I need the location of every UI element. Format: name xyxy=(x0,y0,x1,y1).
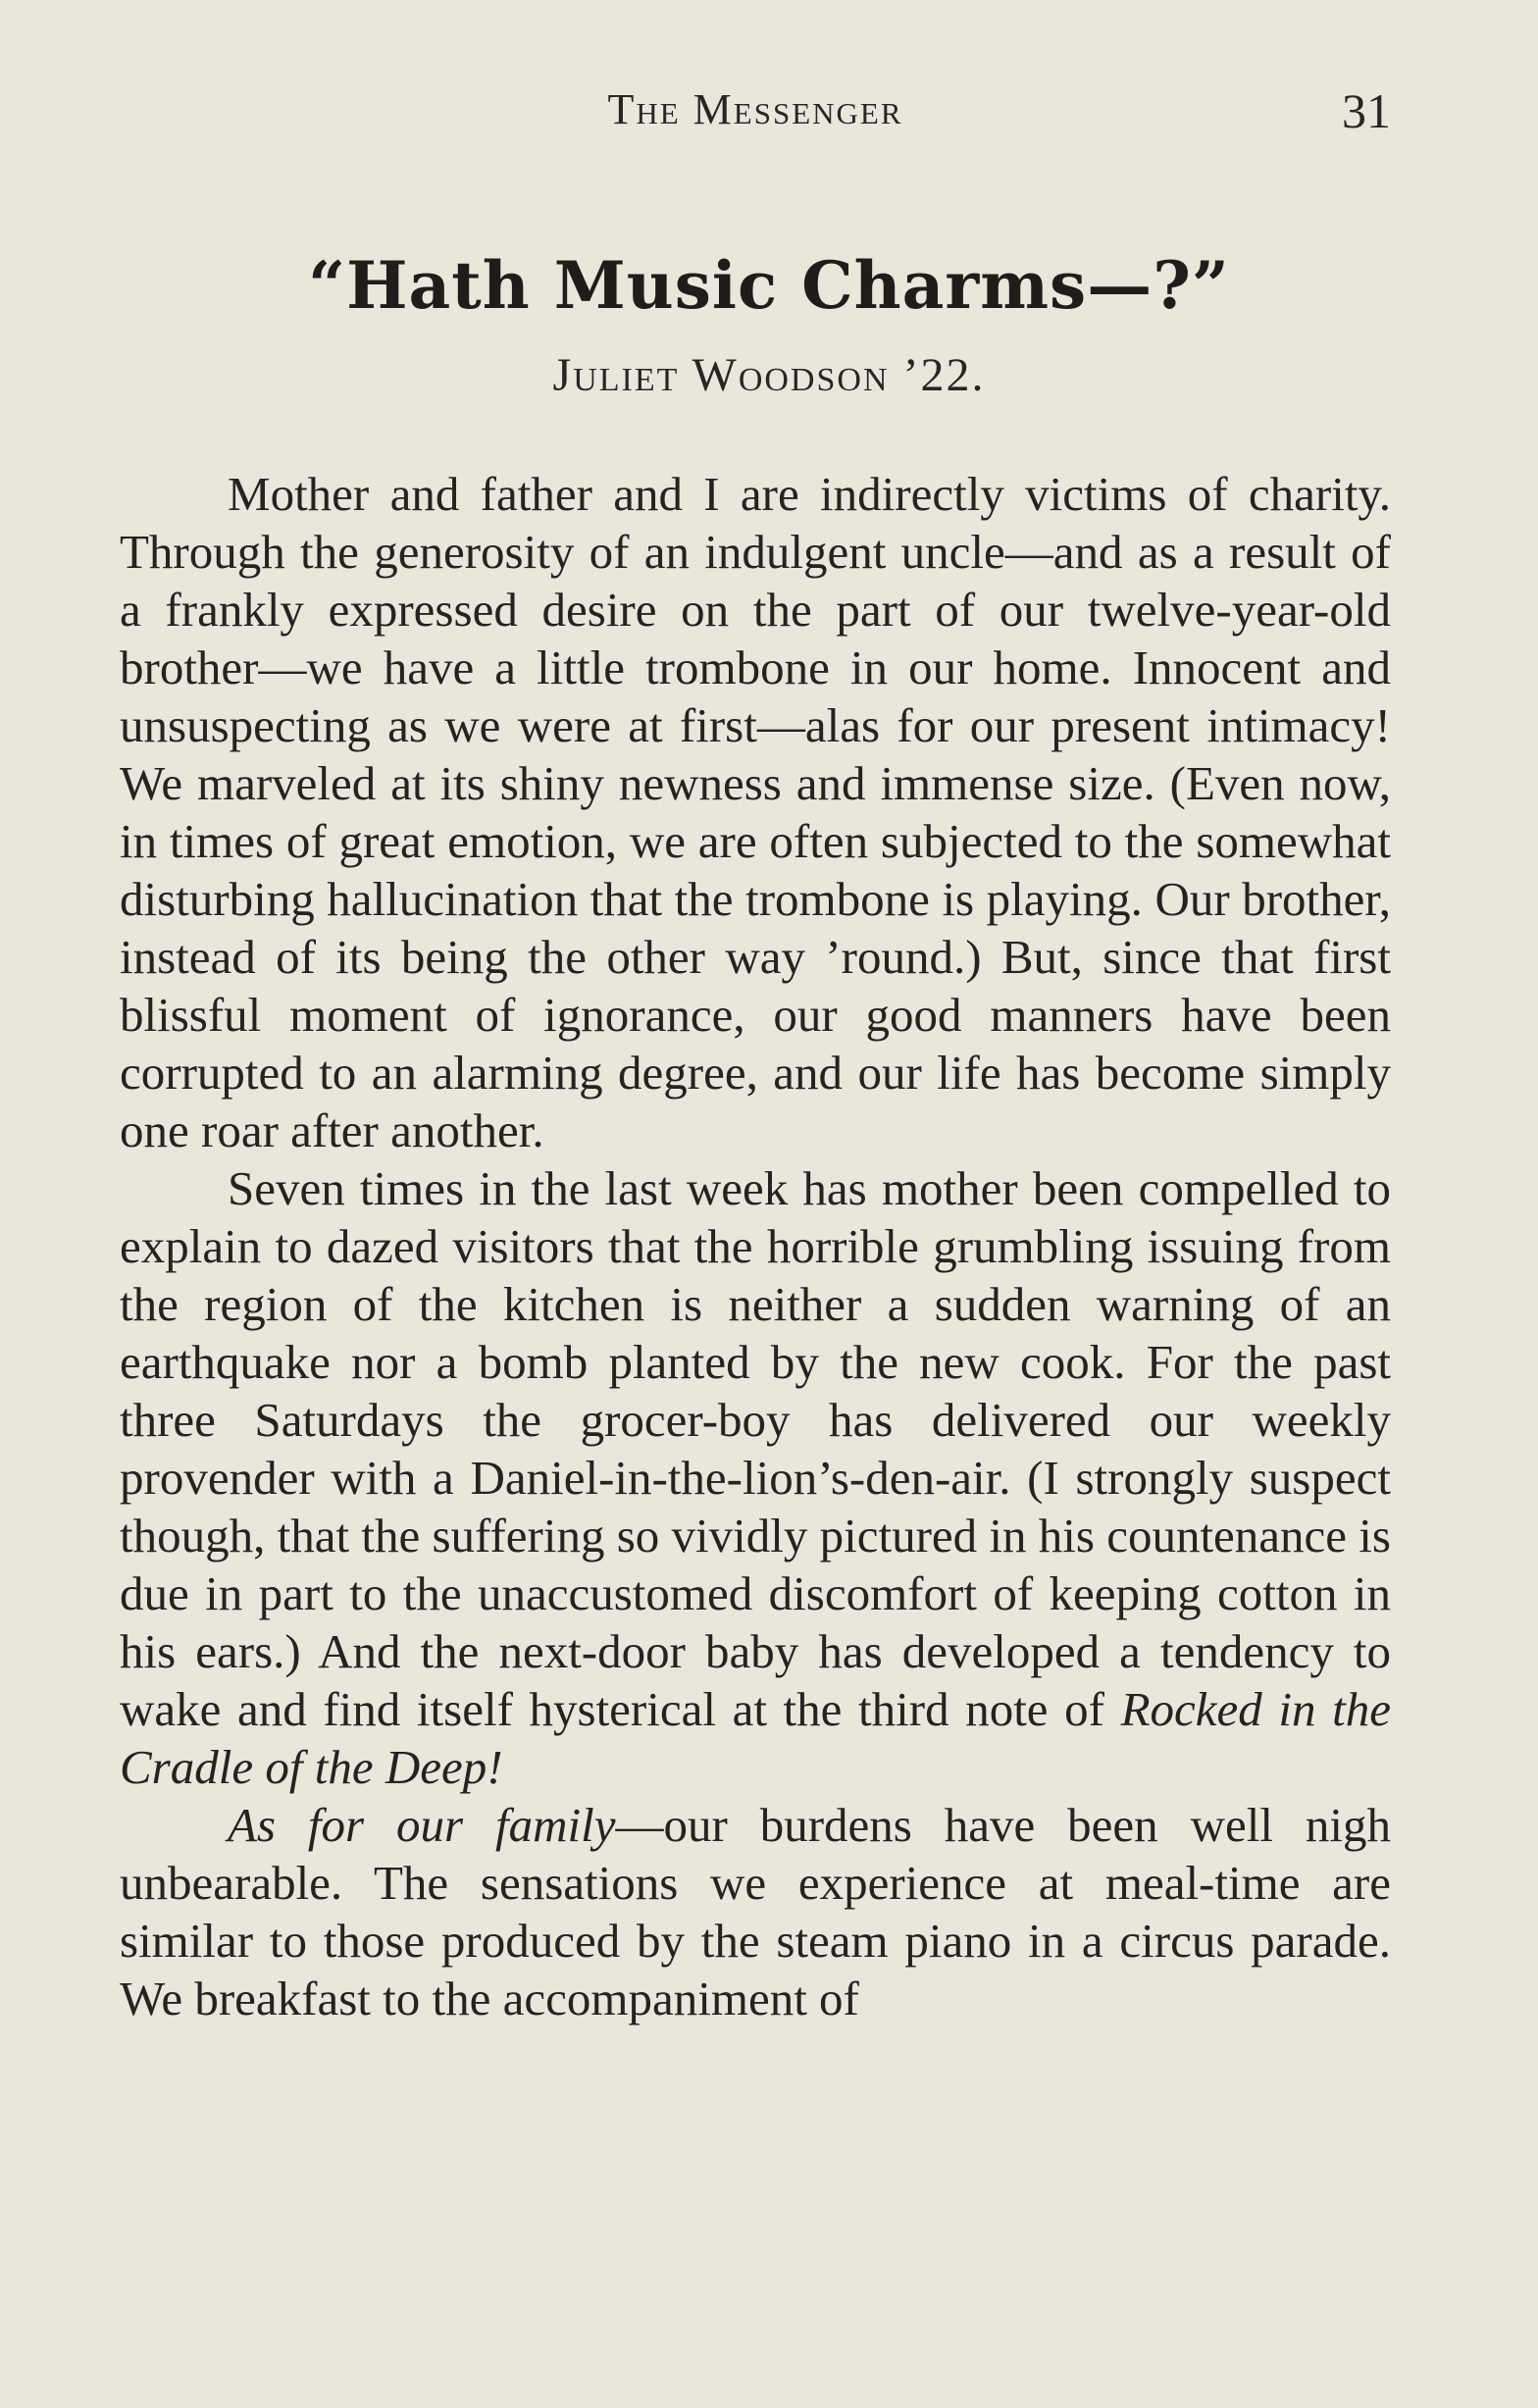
running-title: The Messenger xyxy=(607,85,903,133)
page-number: 31 xyxy=(1342,83,1391,138)
paragraph-2 xyxy=(120,1159,1391,1796)
paragraph-1-text: Mother and father and I are indirectly victims of charity. Through the generosity of an indulgent uncle—and as a result of a frankly expressed desire on the part of our twelve-year-old brother—we have a little trombone in our home. Innocent and unsuspecting as we were at first—alas for our present intimacy! We marveled at its shiny newness and immense size. (Even now, in times of great emotion, we are often subjected to the somewhat disturbing hallucination that the trombone is playing. Our brother, instead of its being the other way ’round.) But, since that first blissful moment of ignorance, our good manners have been corrupted to an alarming degree, and our life has become simply one roar after another. xyxy=(120,467,1391,1157)
paragraph-3-italic-lead: As for our family xyxy=(228,1798,616,1852)
article-body xyxy=(120,465,1391,2027)
running-head xyxy=(120,84,1391,153)
paragraph-3-text: —our burdens have been well nigh unbearable. The sensations we experience at meal-time are similar to those produced by the steam piano in a circus parade. We breakfast to the accompaniment of xyxy=(120,1798,1391,2025)
paragraph-2-italic-title: Rocked in the Cradle of the Deep! xyxy=(120,1682,1391,1794)
paragraph-3 xyxy=(120,1796,1391,2027)
article-title: “Hath Music Charms—?” xyxy=(308,247,1230,324)
paragraph-2-text: Seven times in the last week has mother been compelled to explain to dazed visitors that the horrible grumbling issuing from the region of the kitchen is neither a sudden warning of an earthquake nor a bomb planted by the new cook. For the past three Saturdays the grocer-boy has delivered our weekly provender with a Daniel-in-the-lion’s-den-air. (I strongly suspect though, that the suffering so vividly pictured in his countenance is due in part to the unaccustomed discomfort of keeping cotton in his ears.) And the next-door baby has developed a tendency to wake and find itself hysterical at the third note of xyxy=(120,1161,1391,1736)
article-author: Juliet Woodson ’22. xyxy=(552,349,986,401)
paragraph-1 xyxy=(120,465,1391,1159)
